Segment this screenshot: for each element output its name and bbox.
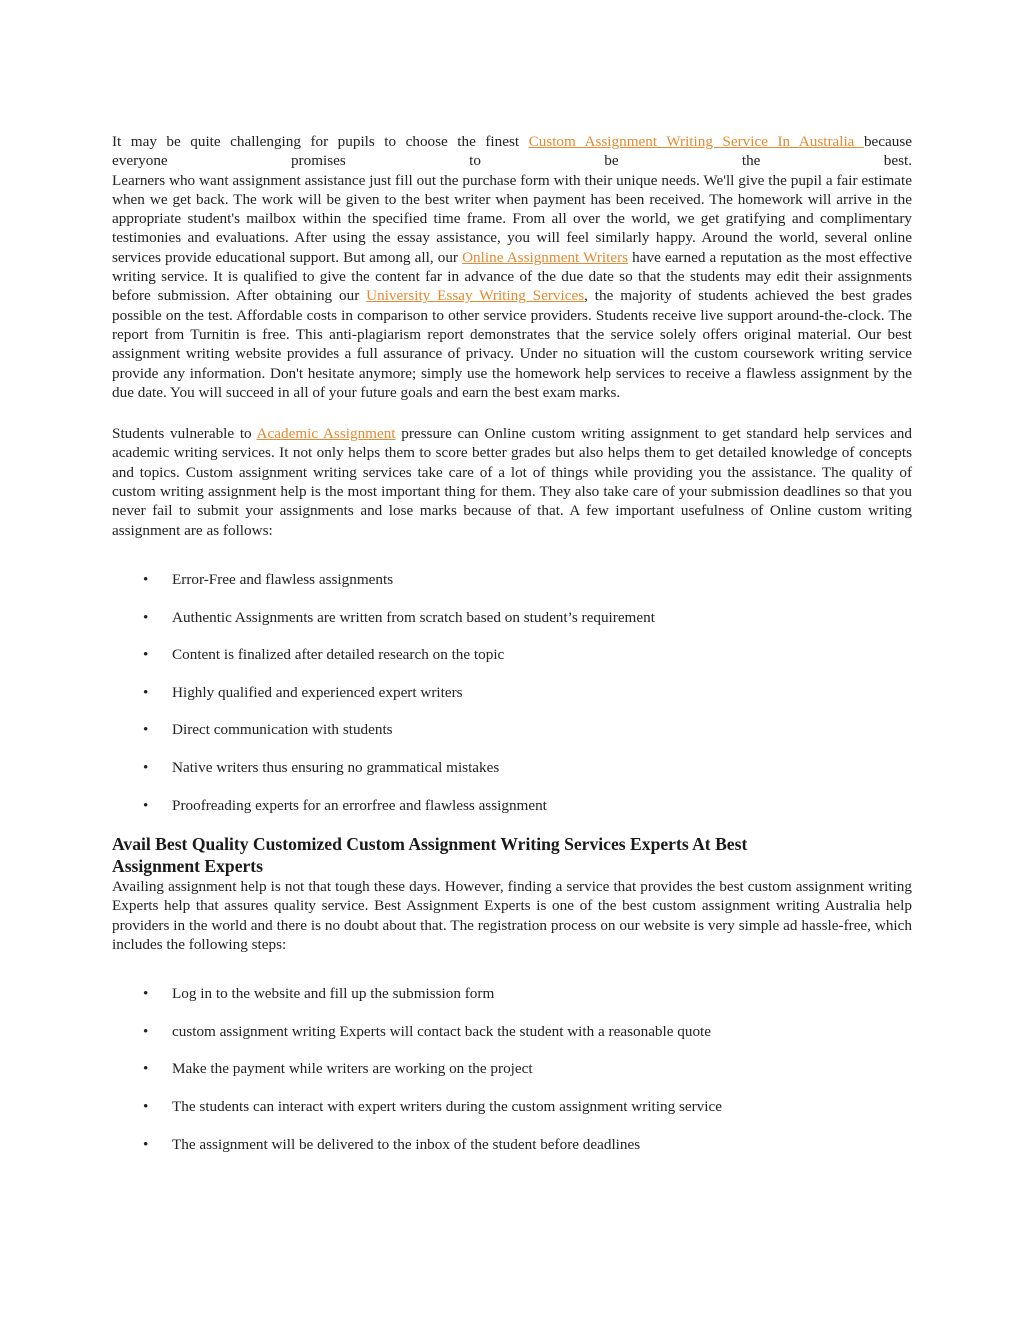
academic-assignment-link[interactable]: Academic Assignment <box>256 425 396 443</box>
list-item: • The students can interact with expert writers during the custom assignment writing service <box>143 1098 722 1116</box>
university-essay-writing-services-link[interactable]: University Essay Writing Services <box>366 287 585 305</box>
bullet-icon: • <box>143 985 149 1003</box>
intro-body: Learners who want assignment assistance just fill out the purchase form with their unique needs. We'll give the pupil a fair estimate when we get back. The work will be given to the best writer when payment has been received. The homework will arrive in the appropriate student's mailbox within the specified time frame. From all over the world, we get gratifying and complimentary testimonies and evaluations. After using the essay assistance, you will feel similarly happy. Around the world, several online services provide educational support. But among all, our Online Assignment Writers have earned a reputation as the most effective writing service. It is qualified to give the content far in advance of the due date so that the students may edit their assignments before submission. After obtaining our University Essay Writing Services, the majority of students achieved the best grades possible on the test. Affordable costs in comparison to other service providers. Students receive live support around-the-clock. The report from Turnitin is free. This anti-plagiarism report demonstrates that the service solely offers original material. Our best assignment writing website provides a full assurance of privacy. Under no situation will the custom coursework writing service provide any information. Don't hesitate anymore; simply use the homework help services to receive a flawless assignment by the due date. You will succeed in all of your future goals and earn the best exam marks. <box>112 171 913 401</box>
bullet-icon: • <box>143 1060 149 1078</box>
bullet-icon: • <box>143 683 149 701</box>
custom-assignment-writing-service-link[interactable]: Custom Assignment Writing Service In Australia <box>528 133 864 150</box>
list-item: • custom assignment writing Experts will contact back the student with a reasonable quote <box>143 1022 712 1040</box>
intro-paragraph <box>112 132 912 402</box>
bullet-icon: • <box>143 721 149 739</box>
list-item: • Authentic Assignments are written from scratch based on student’s requirement <box>143 608 655 626</box>
bullet-icon: • <box>143 570 149 588</box>
list-item: • Proofreading experts for an errorfree and flawless assignment <box>143 796 547 814</box>
online-assignment-writers-link[interactable]: Online Assignment Writers <box>462 248 629 266</box>
list-item: • Make the payment while writers are working on the project <box>143 1060 533 1078</box>
students-paragraph: Students vulnerable to Academic Assignment pressure can Online custom writing assignment to get standard help services and academic writing services. It not only helps them to score better grades but also helps them to get detailed knowledge of concepts and topics. Custom assignment writing services take care of a lot of things while providing you the assistance. The quality of custom writing assignment help is the most important thing for them. They also take care of your submission deadlines so that you never fail to submit your assignments and lose marks because of that. A few important usefulness of Online custom writing assignment are as follows: <box>112 425 912 539</box>
bullet-icon: • <box>143 646 149 664</box>
list-item: • Highly qualified and experienced expert writers <box>143 683 463 701</box>
bullet-icon: • <box>143 1022 149 1040</box>
bullet-icon: • <box>143 1135 149 1153</box>
list-item: • Content is finalized after detailed research on the topic <box>143 646 505 664</box>
usefulness-list <box>112 570 912 815</box>
list-item: • Direct communication with students <box>143 721 393 739</box>
bullet-icon: • <box>143 608 149 626</box>
document-page <box>112 132 912 1172</box>
intro-line-2: everyone promises to be the best. <box>112 152 912 170</box>
list-item: • Native writers thus ensuring no grammatical mistakes <box>143 758 500 776</box>
intro-line-1: It may be quite challenging for pupils to choose the finest Custom Assignment Writing Service In Australia because <box>112 133 912 150</box>
bullet-icon: • <box>143 1098 149 1116</box>
list-item: • Error-Free and flawless assignments <box>143 570 394 588</box>
section-heading: Avail Best Quality Customized Custom Assignment Writing Services Experts At Best Assignment Experts <box>112 834 748 877</box>
list-item: • Log in to the website and fill up the submission form <box>143 985 495 1003</box>
steps-list <box>112 984 912 1154</box>
bullet-icon: • <box>143 796 149 814</box>
bullet-icon: • <box>143 758 149 776</box>
list-item: • The assignment will be delivered to the inbox of the student before deadlines <box>143 1135 641 1153</box>
availing-paragraph: Availing assignment help is not that tough these days. However, finding a service that provides the best custom assignment writing Experts help that assures quality service. Best Assignment Experts is one of the best custom assignment writing Australia help providers in the world and there is no doubt about that. The registration process on our website is very simple ad hassle-free, which includes the following steps: <box>112 878 912 953</box>
